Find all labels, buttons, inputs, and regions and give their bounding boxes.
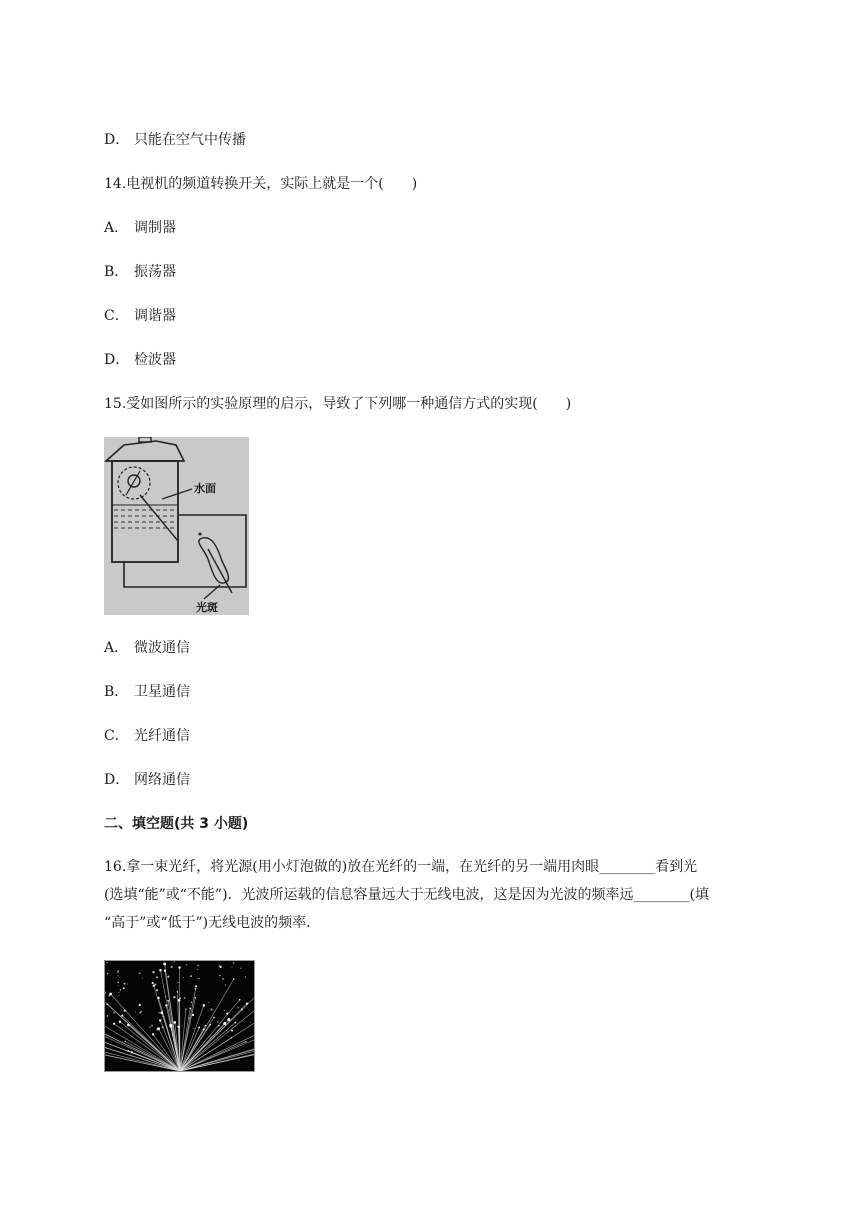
option-text: 微波通信 [134, 640, 190, 656]
option-text: 调谐器 [134, 308, 176, 324]
figure-label-spot: 光斑 [196, 601, 218, 614]
option-text: 调制器 [134, 220, 176, 236]
section-heading: 二、填空题(共 3 小题) [104, 816, 249, 832]
q15-option-b [104, 682, 190, 702]
option-letter: B． [104, 684, 129, 700]
option-letter: C． [104, 308, 129, 324]
figure-label-water: 水面 [194, 482, 216, 495]
q15-option-c [104, 726, 190, 746]
option-letter: C． [104, 728, 129, 744]
q13-option-d [104, 130, 246, 150]
option-text: 振荡器 [134, 264, 176, 280]
option-letter: A． [104, 640, 129, 656]
q15-option-a [104, 638, 190, 658]
q14-option-a [104, 218, 176, 238]
option-text: 只能在空气中传播 [134, 132, 246, 148]
option-letter: D． [104, 352, 130, 368]
q14-option-c [104, 306, 176, 326]
q16-stem [104, 853, 764, 937]
option-text: 检波器 [134, 352, 176, 368]
q16-line-2: (选填“能”或“不能”)．光波所运载的信息容量远大于无线电波，这是因为光波的频率远________(填 [104, 887, 710, 903]
light-guide-experiment-figure [104, 437, 249, 615]
optical-fiber-photo [104, 960, 255, 1072]
option-letter: D． [104, 772, 130, 788]
q14-option-d [104, 350, 176, 370]
option-letter: A． [104, 220, 129, 236]
q14-option-b [104, 262, 176, 282]
option-letter: B． [104, 264, 129, 280]
option-letter: D． [104, 132, 130, 148]
q16-line-3: “高于”或“低于”)无线电波的频率． [104, 915, 321, 931]
q16-line-1: 16.拿一束光纤，将光源(用小灯泡做的)放在光纤的一端，在光纤的另一端用肉眼________看到光 [104, 859, 698, 875]
option-text: 网络通信 [134, 772, 190, 788]
q15-stem: 15.受如图所示的实验原理的启示，导致了下列哪一种通信方式的实现( ) [104, 396, 572, 412]
option-text: 卫星通信 [134, 684, 190, 700]
q14-stem: 14.电视机的频道转换开关，实际上就是一个( ) [104, 176, 418, 192]
q15-option-d [104, 770, 190, 790]
option-text: 光纤通信 [134, 728, 190, 744]
